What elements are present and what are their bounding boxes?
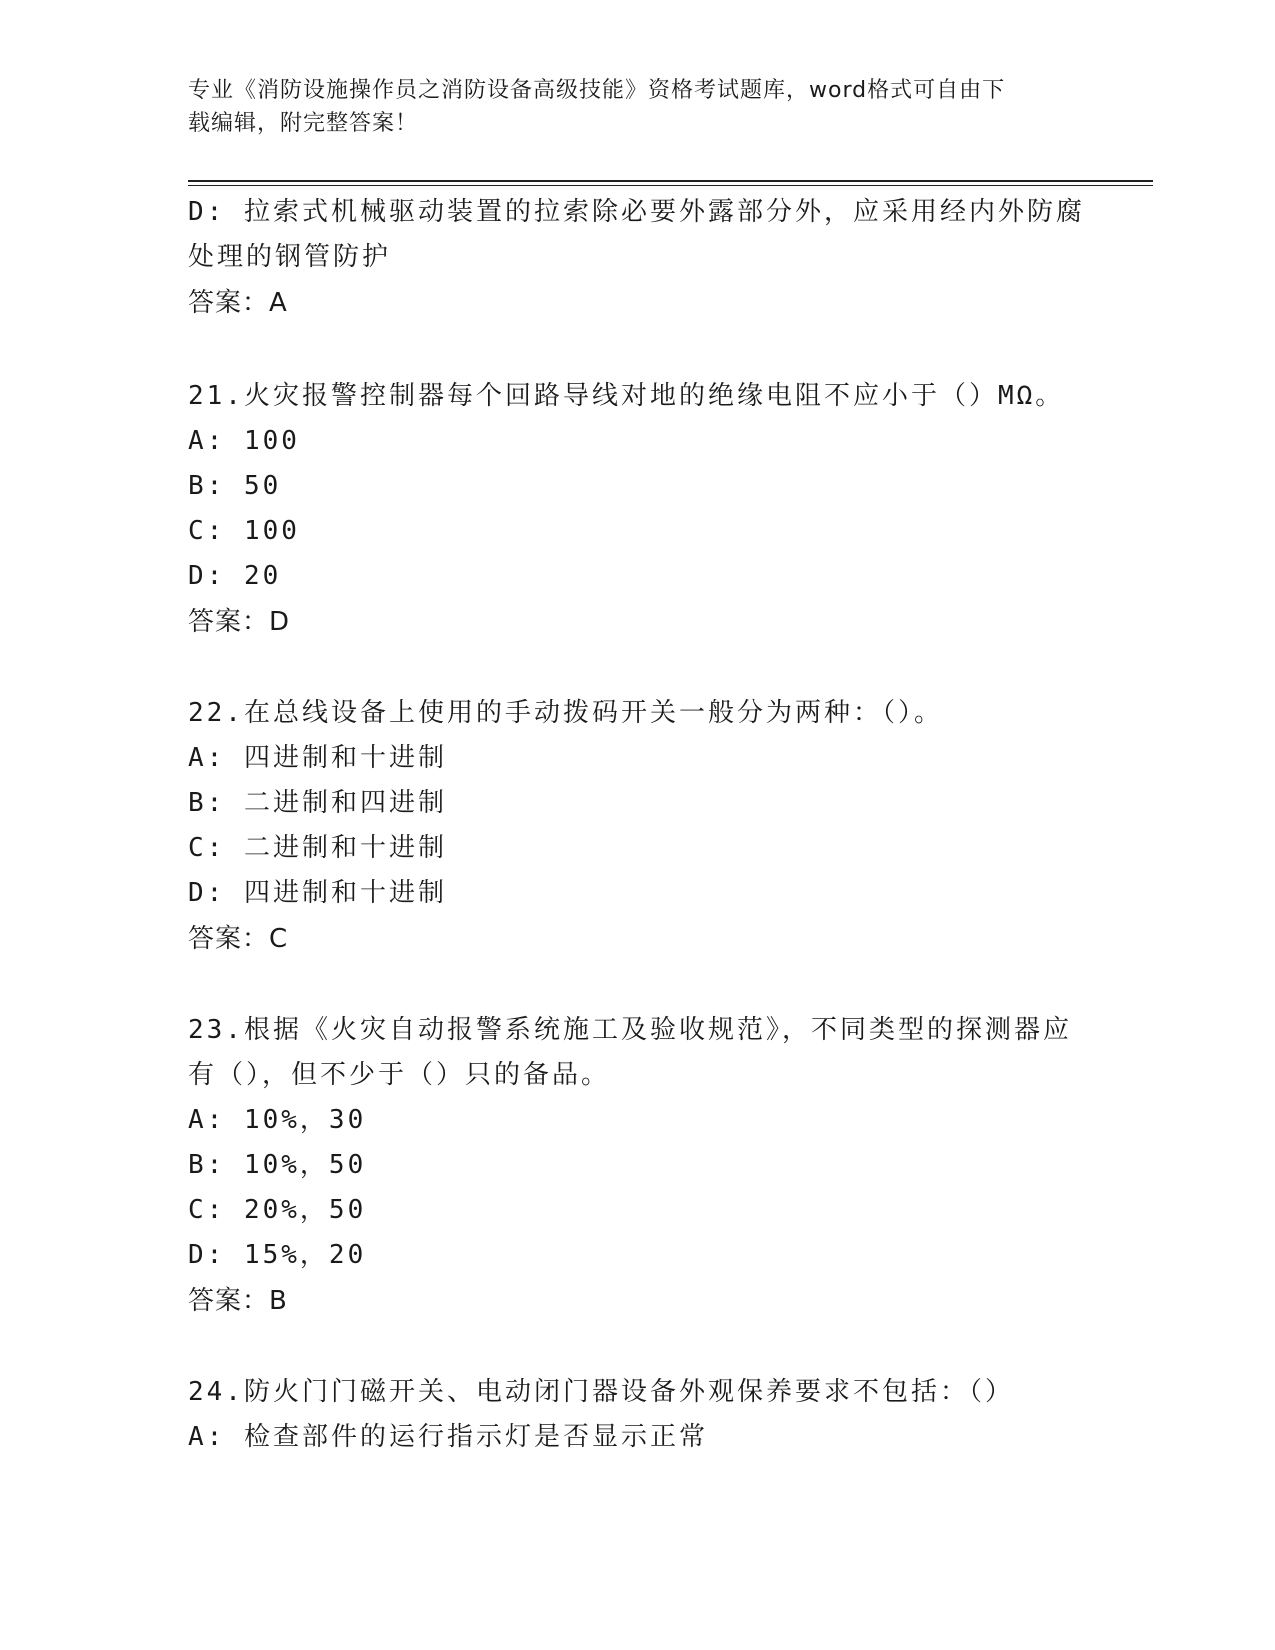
question-text-line-2: 有（），但不少于（）只的备品。 [188, 1060, 611, 1090]
option-a: A: 检查部件的运行指示灯是否显示正常 [188, 1422, 708, 1452]
question-block-21 [188, 374, 1088, 645]
option-d: D: 15%，20 [188, 1240, 367, 1270]
document-header [188, 74, 1068, 140]
question-text-line-1: 23.根据《火灾自动报警系统施工及验收规范》，不同类型的探测器应 [188, 1015, 1072, 1045]
option-d-line-2: 处理的钢管防护 [188, 242, 392, 272]
header-line-2: 载编辑，附完整答案！ [188, 111, 419, 136]
option-d: D: 20 [188, 561, 282, 591]
question-block-23 [188, 1008, 1088, 1324]
question-text: 22.在总线设备上使用的手动拨码开关一般分为两种：（）。 [188, 698, 943, 728]
option-a: A: 10%，30 [188, 1105, 367, 1135]
option-b: B: 二进制和四进制 [188, 788, 447, 818]
answer-line: 答案：A [188, 288, 288, 318]
option-c: C: 100 [188, 516, 300, 546]
header-divider-thin [188, 185, 1153, 186]
answer-line: 答案：B [188, 1286, 288, 1316]
question-block-22 [188, 691, 1088, 962]
question-text: 21.火灾报警控制器每个回路导线对地的绝缘电阻不应小于（）MΩ。 [188, 381, 1065, 411]
question-list [188, 190, 1088, 1460]
header-divider-thick [188, 180, 1153, 182]
question-block-24 [188, 1370, 1088, 1460]
option-a: A: 100 [188, 426, 300, 456]
option-c: C: 20%，50 [188, 1195, 367, 1225]
option-d: D: 四进制和十进制 [188, 878, 447, 908]
option-c: C: 二进制和十进制 [188, 833, 447, 863]
question-text: 24.防火门门磁开关、电动闭门器设备外观保养要求不包括：（） [188, 1377, 1014, 1407]
header-line-1: 专业《消防设施操作员之消防设备高级技能》资格考试题库，word格式可自由下 [188, 78, 1006, 103]
question-block-prev [188, 190, 1088, 326]
answer-line: 答案：D [188, 607, 291, 637]
answer-line: 答案：C [188, 924, 289, 954]
option-b: B: 50 [188, 471, 282, 501]
option-b: B: 10%，50 [188, 1150, 367, 1180]
option-a: A: 四进制和十进制 [188, 743, 447, 773]
option-d-line-1: D: 拉索式机械驱动装置的拉索除必要外露部分外，应采用经内外防腐 [188, 197, 1085, 227]
